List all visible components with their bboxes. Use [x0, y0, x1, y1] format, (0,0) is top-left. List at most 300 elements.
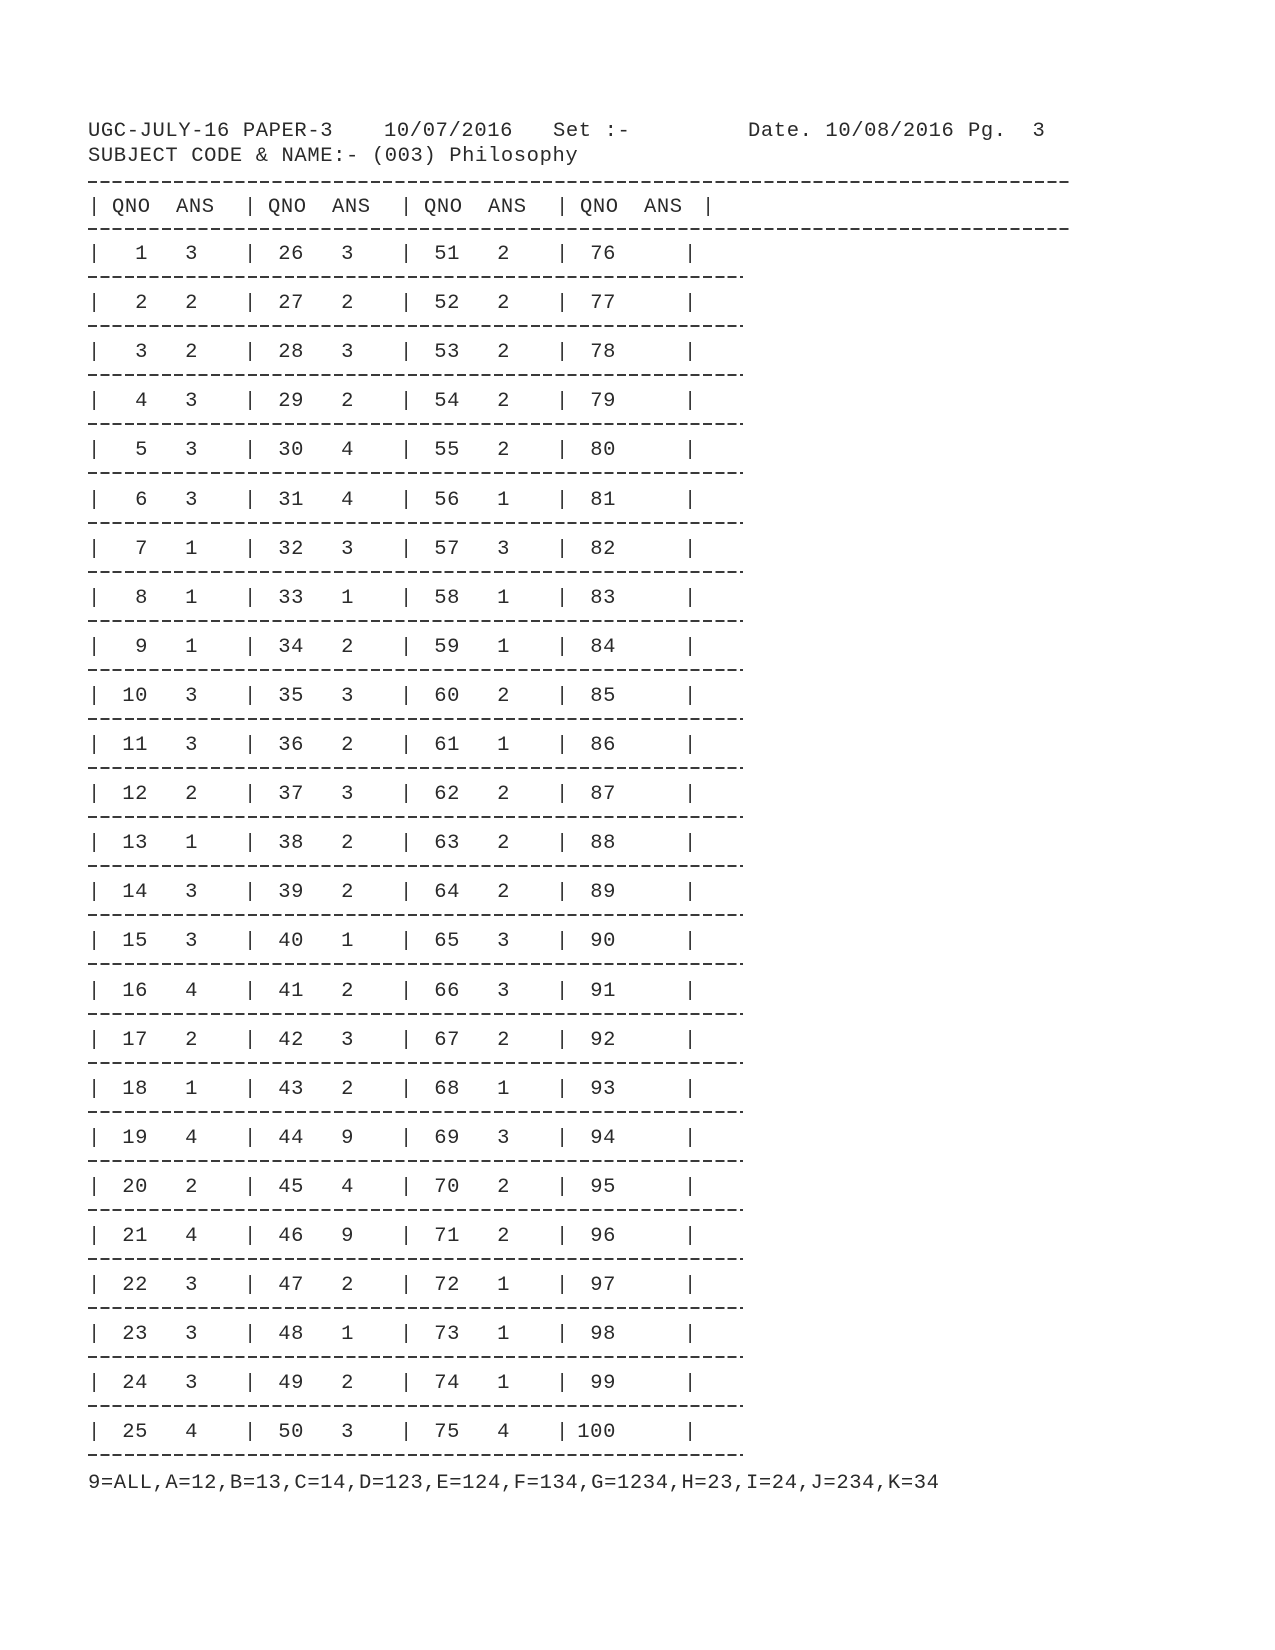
question-number: 43: [278, 1077, 304, 1101]
answer-value: 3: [185, 488, 198, 512]
row-divider: [88, 419, 743, 429]
divider-header: [88, 224, 1070, 234]
column-separator: |: [400, 439, 413, 463]
column-separator: |: [556, 1077, 569, 1101]
answer-value: 1: [341, 586, 354, 610]
column-separator: |: [684, 881, 697, 905]
column-separator: |: [556, 390, 569, 414]
question-number: 37: [278, 783, 304, 807]
answer-value: 2: [497, 684, 510, 708]
column-separator: |: [684, 1421, 697, 1445]
column-separator: |: [88, 1421, 101, 1445]
answer-value: 3: [497, 930, 510, 954]
answer-value: 2: [497, 390, 510, 414]
table-row: [88, 439, 788, 463]
answer-value: 2: [497, 1028, 510, 1052]
answer-value: 2: [341, 832, 354, 856]
question-number: 25: [122, 1421, 148, 1445]
column-separator: |: [684, 390, 697, 414]
question-number: 31: [278, 488, 304, 512]
column-separator: |: [400, 1274, 413, 1298]
question-number: 46: [278, 1225, 304, 1248]
column-separator: |: [88, 537, 101, 561]
answer-value: 3: [185, 684, 198, 708]
question-number: 41: [278, 979, 304, 1003]
column-separator: |: [556, 684, 569, 708]
answer-value: 2: [497, 1175, 510, 1199]
question-number: 84: [590, 635, 616, 659]
column-separator: |: [684, 439, 697, 463]
answer-value: 2: [341, 1274, 354, 1298]
table-row: [88, 881, 788, 905]
answer-value: 1: [185, 537, 198, 561]
row-divider: [88, 1254, 743, 1264]
answer-value: 2: [341, 1372, 354, 1396]
column-separator: |: [400, 1421, 413, 1445]
answer-value: 1: [497, 586, 510, 610]
column-separator: |: [244, 979, 257, 1003]
answer-value: 2: [185, 341, 198, 365]
question-number: 73: [434, 1323, 460, 1347]
column-separator: |: [244, 783, 257, 807]
answer-value: 3: [185, 439, 198, 463]
column-separator: |: [400, 1372, 413, 1396]
row-divider: [88, 959, 743, 969]
question-number: 66: [434, 979, 460, 1003]
question-number: 55: [434, 439, 460, 463]
col-qno-3: QNO: [424, 196, 463, 219]
column-separator: |: [684, 684, 697, 708]
answer-value: 2: [497, 341, 510, 365]
question-number: 71: [434, 1225, 460, 1248]
question-number: 88: [590, 832, 616, 856]
column-separator: |: [684, 635, 697, 659]
col-qno-2: QNO: [268, 196, 307, 219]
question-number: 6: [135, 488, 148, 512]
question-number: 93: [590, 1077, 616, 1101]
column-separator: |: [88, 196, 101, 219]
table-row: [88, 1225, 788, 1249]
table-row: [88, 1421, 788, 1445]
table-row: [88, 587, 788, 611]
column-separator: |: [556, 783, 569, 807]
answer-value: 3: [341, 537, 354, 561]
answer-value: 4: [341, 488, 354, 512]
col-qno-1: QNO: [112, 196, 151, 219]
column-separator: |: [684, 1126, 697, 1150]
question-number: 97: [590, 1274, 616, 1298]
answer-value: 2: [341, 979, 354, 1003]
column-separator: |: [244, 292, 257, 316]
question-number: 51: [434, 243, 460, 266]
column-separator: |: [556, 1225, 569, 1248]
answer-value: 1: [497, 1323, 510, 1347]
question-number: 2: [135, 292, 148, 316]
row-divider: [88, 1303, 743, 1313]
question-number: 16: [122, 979, 148, 1003]
column-separator: |: [400, 979, 413, 1003]
question-number: 90: [590, 930, 616, 954]
question-number: 83: [590, 586, 616, 610]
column-separator: |: [88, 783, 101, 807]
question-number: 10: [122, 684, 148, 708]
question-number: 72: [434, 1274, 460, 1298]
column-separator: |: [400, 1126, 413, 1150]
column-separator: |: [244, 881, 257, 905]
answer-value: 1: [185, 832, 198, 856]
column-separator: |: [88, 1274, 101, 1298]
question-number: 54: [434, 390, 460, 414]
column-separator: |: [684, 1372, 697, 1396]
column-separator: |: [400, 930, 413, 954]
column-separator: |: [88, 1175, 101, 1199]
question-number: 67: [434, 1028, 460, 1052]
table-row: [88, 685, 788, 709]
answer-value: 1: [185, 586, 198, 610]
row-divider: [88, 1352, 743, 1362]
question-number: 95: [590, 1175, 616, 1199]
col-ans-4: ANS: [644, 196, 683, 219]
divider-top: [88, 177, 1070, 187]
answer-value: 3: [341, 243, 354, 266]
table-row: [88, 734, 788, 758]
table-row: [88, 636, 788, 660]
question-number: 78: [590, 341, 616, 365]
question-number: 81: [590, 488, 616, 512]
column-separator: |: [244, 488, 257, 512]
answer-value: 1: [185, 635, 198, 659]
table-row: [88, 930, 788, 954]
col-qno-4: QNO: [580, 196, 619, 219]
question-number: 87: [590, 783, 616, 807]
column-separator: |: [684, 243, 697, 266]
column-separator: |: [556, 832, 569, 856]
column-separator: |: [88, 586, 101, 610]
question-number: 11: [122, 734, 148, 757]
answer-value: 9: [341, 1225, 354, 1248]
column-separator: |: [88, 1126, 101, 1150]
question-number: 9: [135, 635, 148, 659]
column-separator: |: [88, 734, 101, 757]
question-number: 52: [434, 292, 460, 316]
table-row: [88, 243, 788, 267]
question-number: 75: [434, 1421, 460, 1445]
column-separator: |: [400, 243, 413, 266]
column-separator: |: [400, 1175, 413, 1199]
row-divider: [88, 1156, 743, 1166]
question-number: 35: [278, 684, 304, 708]
answer-value: 1: [497, 734, 510, 757]
question-number: 19: [122, 1126, 148, 1150]
column-separator: |: [684, 1225, 697, 1248]
column-separator: |: [684, 734, 697, 757]
question-number: 94: [590, 1126, 616, 1150]
exam-date: 10/07/2016: [384, 120, 514, 143]
row-divider: [88, 370, 743, 380]
column-separator: |: [88, 1028, 101, 1052]
answer-value: 2: [341, 881, 354, 905]
question-number: 7: [135, 537, 148, 561]
column-separator: |: [244, 1077, 257, 1101]
exam-title: UGC-JULY-16 PAPER-3: [88, 120, 334, 143]
question-number: 40: [278, 930, 304, 954]
table-row: [88, 1274, 788, 1298]
column-separator: |: [400, 341, 413, 365]
answer-value: 2: [497, 1225, 510, 1248]
column-separator: |: [244, 1028, 257, 1052]
row-divider: [88, 1205, 743, 1215]
question-number: 17: [122, 1028, 148, 1052]
column-separator: |: [684, 783, 697, 807]
row-divider: [88, 518, 743, 528]
column-separator: |: [556, 1028, 569, 1052]
column-separator: |: [88, 930, 101, 954]
answer-value: 2: [497, 292, 510, 316]
answer-value: 3: [185, 930, 198, 954]
question-number: 62: [434, 783, 460, 807]
column-separator: |: [684, 537, 697, 561]
column-separator: |: [400, 881, 413, 905]
col-ans-1: ANS: [176, 196, 215, 219]
question-number: 99: [590, 1372, 616, 1396]
answer-value: 4: [185, 1421, 198, 1445]
column-separator: |: [244, 1225, 257, 1248]
row-divider: [88, 763, 743, 773]
row-divider: [88, 910, 743, 920]
answer-value: 2: [341, 734, 354, 757]
question-number: 13: [122, 832, 148, 856]
answer-value: 1: [341, 930, 354, 954]
question-number: 57: [434, 537, 460, 561]
answer-value: 2: [341, 1077, 354, 1101]
table-row: [88, 1029, 788, 1053]
table-row: [88, 1372, 788, 1396]
column-separator: |: [702, 196, 715, 219]
row-divider: [88, 1401, 743, 1411]
column-separator: |: [556, 979, 569, 1003]
question-number: 96: [590, 1225, 616, 1248]
answer-value: 2: [341, 292, 354, 316]
question-number: 18: [122, 1077, 148, 1101]
question-number: 33: [278, 586, 304, 610]
column-separator: |: [88, 1323, 101, 1347]
question-number: 59: [434, 635, 460, 659]
column-separator: |: [684, 1274, 697, 1298]
column-separator: |: [400, 537, 413, 561]
question-number: 61: [434, 734, 460, 757]
question-number: 76: [590, 243, 616, 266]
column-separator: |: [88, 635, 101, 659]
answer-value: 9: [341, 1126, 354, 1150]
table-row: [88, 1323, 788, 1347]
answer-value: 2: [497, 783, 510, 807]
table-row: [88, 783, 788, 807]
question-number: 60: [434, 684, 460, 708]
answer-value: 2: [341, 635, 354, 659]
column-separator: |: [556, 1274, 569, 1298]
column-separator: |: [244, 1274, 257, 1298]
question-number: 32: [278, 537, 304, 561]
answer-value: 1: [497, 1077, 510, 1101]
column-separator: |: [684, 1323, 697, 1347]
column-separator: |: [556, 1372, 569, 1396]
question-number: 5: [135, 439, 148, 463]
question-number: 36: [278, 734, 304, 757]
question-number: 48: [278, 1323, 304, 1347]
column-separator: |: [400, 196, 413, 219]
column-separator: |: [244, 196, 257, 219]
column-separator: |: [684, 586, 697, 610]
column-separator: |: [244, 832, 257, 856]
question-number: 69: [434, 1126, 460, 1150]
column-separator: |: [556, 1421, 569, 1445]
answer-value: 1: [185, 1077, 198, 1101]
column-separator: |: [556, 1126, 569, 1150]
column-separator: |: [244, 734, 257, 757]
answer-value: 2: [497, 832, 510, 856]
column-separator: |: [400, 635, 413, 659]
print-date: Date. 10/08/2016: [748, 120, 955, 143]
table-row: [88, 832, 788, 856]
col-ans-3: ANS: [488, 196, 527, 219]
row-divider: [88, 468, 743, 478]
column-separator: |: [556, 930, 569, 954]
column-separator: |: [400, 684, 413, 708]
column-separator: |: [88, 832, 101, 856]
column-separator: |: [400, 832, 413, 856]
column-separator: |: [684, 488, 697, 512]
question-number: 74: [434, 1372, 460, 1396]
answer-value: 3: [341, 783, 354, 807]
answer-value: 4: [185, 1225, 198, 1248]
answer-value: 3: [497, 1126, 510, 1150]
answer-value: 4: [341, 1175, 354, 1199]
table-row: [88, 1127, 788, 1151]
answer-value: 1: [497, 1372, 510, 1396]
answer-value: 3: [185, 1274, 198, 1298]
question-number: 65: [434, 930, 460, 954]
question-number: 45: [278, 1175, 304, 1199]
question-number: 79: [590, 390, 616, 414]
column-separator: |: [244, 537, 257, 561]
answer-value: 4: [185, 979, 198, 1003]
page-number: Pg. 3: [968, 120, 1046, 143]
subject-line: SUBJECT CODE & NAME:- (003) Philosophy: [88, 145, 579, 168]
answer-value: 2: [185, 783, 198, 807]
answer-value: 1: [497, 1274, 510, 1298]
question-number: 30: [278, 439, 304, 463]
column-separator: |: [88, 684, 101, 708]
column-separator: |: [88, 881, 101, 905]
row-divider: [88, 1009, 743, 1019]
column-separator: |: [88, 1225, 101, 1248]
answer-value: 2: [497, 243, 510, 266]
column-separator: |: [684, 1175, 697, 1199]
row-divider: [88, 616, 743, 626]
answer-value: 3: [341, 1028, 354, 1052]
question-number: 34: [278, 635, 304, 659]
answer-value: 2: [497, 439, 510, 463]
question-number: 44: [278, 1126, 304, 1150]
question-number: 85: [590, 684, 616, 708]
row-divider: [88, 714, 743, 724]
question-number: 20: [122, 1175, 148, 1199]
question-number: 1: [135, 243, 148, 266]
answer-value: 3: [185, 1372, 198, 1396]
column-separator: |: [400, 1077, 413, 1101]
answer-value: 2: [497, 881, 510, 905]
column-separator: |: [684, 341, 697, 365]
question-number: 28: [278, 341, 304, 365]
answer-value: 1: [341, 1323, 354, 1347]
table-row: [88, 538, 788, 562]
column-separator: |: [556, 635, 569, 659]
column-separator: |: [88, 488, 101, 512]
question-number: 63: [434, 832, 460, 856]
question-number: 70: [434, 1175, 460, 1199]
table-row: [88, 341, 788, 365]
row-divider: [88, 812, 743, 822]
row-divider: [88, 1058, 743, 1068]
question-number: 92: [590, 1028, 616, 1052]
row-divider: [88, 321, 743, 331]
question-number: 3: [135, 341, 148, 365]
answer-value: 3: [185, 1323, 198, 1347]
question-number: 23: [122, 1323, 148, 1347]
question-number: 26: [278, 243, 304, 266]
column-separator: |: [400, 783, 413, 807]
column-separator: |: [244, 1126, 257, 1150]
column-separator: |: [400, 1225, 413, 1248]
question-number: 24: [122, 1372, 148, 1396]
answer-value: 3: [341, 1421, 354, 1445]
column-separator: |: [556, 292, 569, 316]
question-number: 50: [278, 1421, 304, 1445]
answer-value: 3: [185, 243, 198, 266]
answer-value: 4: [497, 1421, 510, 1445]
column-separator: |: [400, 734, 413, 757]
question-number: 4: [135, 390, 148, 414]
column-separator: |: [684, 979, 697, 1003]
column-separator: |: [556, 196, 569, 219]
question-number: 8: [135, 586, 148, 610]
column-separator: |: [556, 488, 569, 512]
question-number: 68: [434, 1077, 460, 1101]
column-separator: |: [556, 243, 569, 266]
question-number: 53: [434, 341, 460, 365]
column-separator: |: [400, 390, 413, 414]
answer-code-legend: 9=ALL,A=12,B=13,C=14,D=123,E=124,F=134,G=1234,H=23,I=24,J=234,K=34: [88, 1472, 940, 1495]
row-divider: [88, 665, 743, 675]
question-number: 100: [577, 1421, 616, 1445]
col-ans-2: ANS: [332, 196, 371, 219]
column-separator: |: [244, 341, 257, 365]
row-divider: [88, 567, 743, 577]
question-number: 77: [590, 292, 616, 316]
question-number: 64: [434, 881, 460, 905]
table-row: [88, 292, 788, 316]
column-separator: |: [556, 881, 569, 905]
column-separator: |: [244, 390, 257, 414]
table-row: [88, 1078, 788, 1102]
answer-value: 3: [185, 881, 198, 905]
column-separator: |: [684, 1028, 697, 1052]
answer-value: 3: [341, 341, 354, 365]
column-separator: |: [684, 1077, 697, 1101]
question-number: 49: [278, 1372, 304, 1396]
answer-value: 3: [497, 979, 510, 1003]
column-separator: |: [244, 243, 257, 266]
